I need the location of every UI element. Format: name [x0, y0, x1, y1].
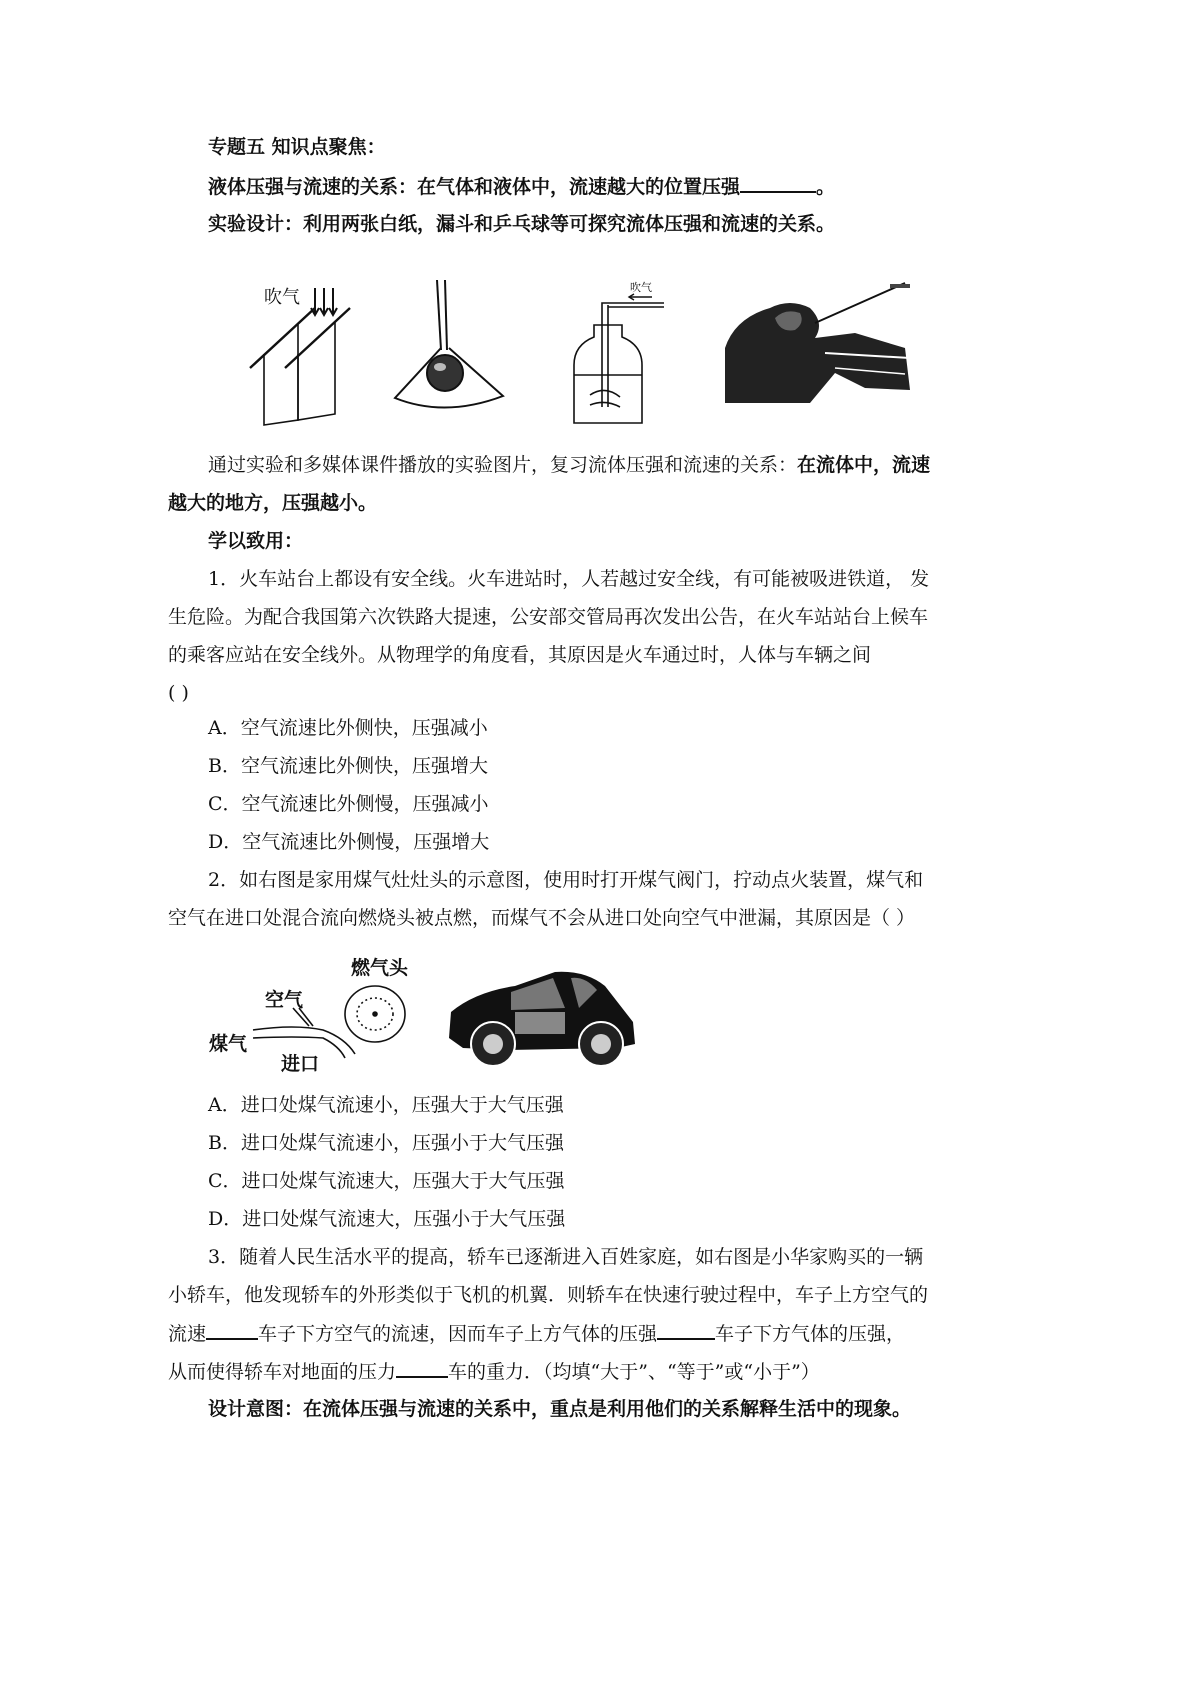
q3-line-4: [168, 1358, 820, 1385]
car-figure: [445, 962, 640, 1072]
review-line-1: [208, 452, 930, 478]
apply-title: 学以致用：: [208, 530, 304, 552]
q1-line-3: 的乘客应站在安全线外。从物理学的角度看，其原因是火车通过时，人体与车辆之间: [168, 644, 872, 666]
air-label: 空气: [265, 989, 304, 1011]
person-blowing-figure: [715, 278, 915, 406]
review-text: 通过实验和多媒体课件播放的实验图片，复习流体压强和流速的关系：: [208, 454, 798, 476]
q1-option-b: B．空气流速比外侧快，压强增大: [208, 755, 488, 777]
q2-option-d: D．进口处煤气流速大，压强小于大气压强: [208, 1208, 566, 1230]
arrows-down-icon: [311, 288, 337, 315]
q3-text-b: 车子下方空气的流速，因而车子上方气体的压强: [258, 1323, 658, 1345]
paper-blow-label: 吹气: [264, 287, 300, 308]
q3-line-2: 小轿车，他发现轿车的外形类似于飞机的机翼．则轿车在快速行驶过程中，车子上方空气的: [168, 1284, 929, 1306]
review-line-2: 越大的地方，压强越小。: [168, 492, 378, 514]
q3-line-1: 3．随着人民生活水平的提高，轿车已逐渐进入百姓家庭，如右图是小华家购买的一辆: [208, 1246, 924, 1268]
q3-text-d: 从而使得轿车对地面的压力: [168, 1361, 397, 1383]
experiment-line: 实验设计：利用两张白纸，漏斗和乒乓球等可探究流体压强和流速的关系。: [208, 213, 836, 235]
q3-blank-3[interactable]: [396, 1358, 448, 1378]
q1-option-a: A．空气流速比外侧快，压强减小: [208, 717, 488, 739]
inlet-label: 进口: [281, 1053, 320, 1074]
topic-heading: 专题五 知识点聚焦：: [208, 136, 386, 158]
q1-line-1: 1．火车站台上都设有安全线。火车进站时，人若越过安全线，有可能被吸进铁道， 发: [208, 568, 930, 590]
q3-text-e: 车的重力．（均填“大于”、“等于”或“小于”）: [448, 1361, 820, 1383]
design-intent: 设计意图：在流体压强与流速的关系中，重点是利用他们的关系解释生活中的现象。: [208, 1398, 912, 1420]
q1-line-2: 生危险。为配合我国第六次铁路大提速，公安部交管局再次发出公告，在火车站站台上候车: [168, 606, 929, 628]
q3-text-c: 车子下方气体的压强，: [715, 1323, 906, 1345]
q1-option-d: D．空气流速比外侧慢，压强增大: [208, 831, 490, 853]
principle-end: 。: [816, 176, 836, 198]
funnel-ball-figure: [385, 278, 515, 428]
ball-icon: [427, 355, 463, 391]
q2-option-b: B．进口处煤气流速小，压强小于大气压强: [208, 1132, 564, 1154]
burner-head-label: 燃气头: [351, 957, 409, 979]
bottle-blow-label: 吹气: [630, 281, 652, 294]
q1-option-c: C．空气流速比外侧慢，压强减小: [208, 793, 489, 815]
gas-burner-figure: [205, 952, 420, 1074]
principle-text: 液体压强与流速的关系：在气体和液体中，流速越大的位置压强: [208, 176, 741, 198]
q2-line-1: 2．如右图是家用煤气灶灶头的示意图，使用时打开煤气阀门，拧动点火装置，煤气和: [208, 869, 924, 891]
q3-blank-2[interactable]: [657, 1320, 715, 1340]
q2-option-c: C．进口处煤气流速大，压强大于大气压强: [208, 1170, 565, 1192]
review-bold-a: 在流体中，流速: [797, 454, 931, 476]
q3-blank-1[interactable]: [206, 1320, 258, 1340]
q1-line-4: ( ): [168, 682, 189, 704]
two-papers-figure: [240, 280, 370, 430]
q3-line-3: [168, 1320, 905, 1347]
gas-label: 煤气: [209, 1033, 248, 1055]
principle-blank: [740, 173, 816, 193]
q3-text-a: 流速: [168, 1323, 207, 1345]
bottle-tube-figure: [560, 275, 670, 430]
q2-line-2: 空气在进口处混合流向燃烧头被点燃，而煤气不会从进口处向空气中泄漏，其原因是（ ）: [168, 907, 916, 929]
q2-option-a: A．进口处煤气流速小，压强大于大气压强: [208, 1094, 564, 1116]
principle-line: [208, 173, 835, 200]
